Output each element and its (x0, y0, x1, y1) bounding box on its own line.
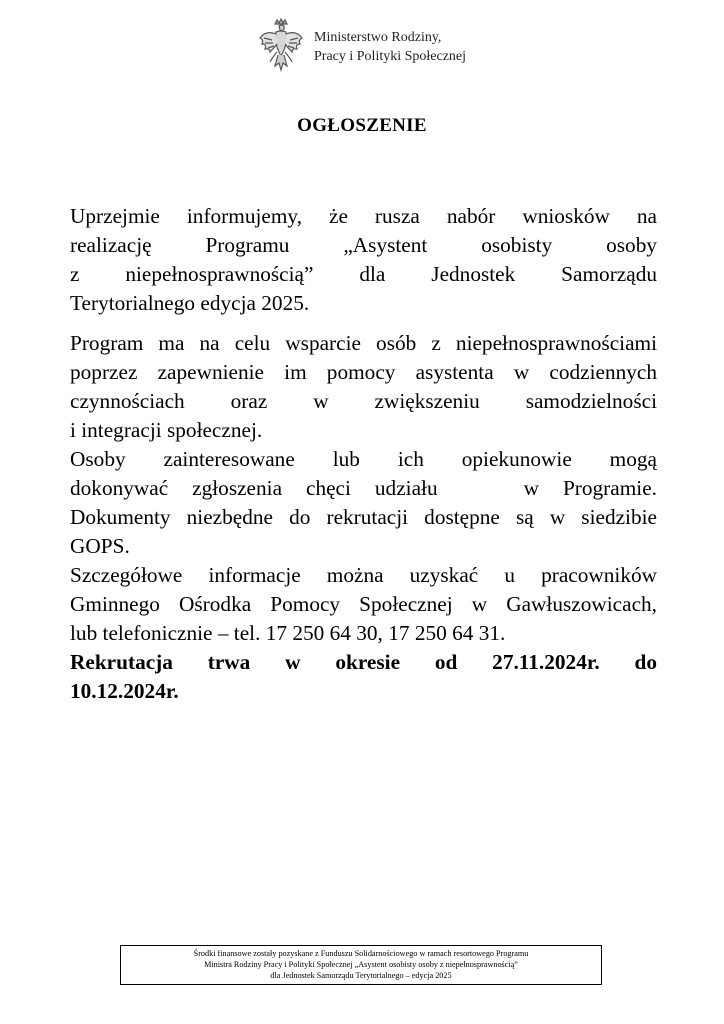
text-line: Osoby zainteresowane lub ich opiekunowie mogą (70, 447, 657, 471)
intro-paragraph (70, 202, 657, 318)
text-line (70, 474, 657, 503)
text-line-part: dokonywać zgłoszenia chęci udziału (70, 476, 438, 500)
announcement-title: OGŁOSZENIE (297, 115, 427, 136)
applicants-paragraph (70, 445, 657, 503)
footer-line: Środki finansowe zostały pozyskane z Funduszu Solidarnościowego w ramach resortowego Programu (193, 949, 529, 958)
program-goal-paragraph (70, 329, 657, 445)
footer-line: dla Jednostek Samorządu Terytorialnego – edycja 2025 (270, 971, 452, 980)
polish-eagle-emblem-icon (258, 18, 304, 76)
text-line: realizację Programu „Asystent osobisty osoby (70, 233, 657, 257)
ministry-name (314, 28, 466, 66)
recruitment-period-paragraph (70, 648, 657, 706)
text-line: 10.12.2024r. (70, 679, 179, 703)
text-line: Rekrutacja trwa w okresie od 27.11.2024r. do (70, 650, 657, 674)
text-line: Program ma na celu wsparcie osób z niepełnosprawnościami (70, 331, 657, 355)
text-line: Terytorialnego edycja 2025. (70, 291, 310, 315)
text-line: i integracji społecznej. (70, 418, 263, 442)
funding-footer-box (120, 945, 602, 985)
documents-paragraph (70, 503, 657, 561)
footer-line: Ministra Rodziny Pracy i Polityki Społecznej „Asystent osobisty osoby z niepełnosprawnością” (204, 960, 518, 969)
text-line: Uprzejmie informujemy, że rusza nabór wniosków na (70, 204, 657, 228)
ministry-name-line1: Ministerstwo Rodziny, (314, 30, 442, 45)
text-line: poprzez zapewnienie im pomocy asystenta w codziennych (70, 360, 657, 384)
ministry-name-line2: Pracy i Polityki Społecznej (314, 49, 467, 64)
ministry-header (258, 18, 466, 76)
text-line: Dokumenty niezbędne do rekrutacji dostępne są w siedzibie (70, 505, 657, 529)
text-line: lub telefonicznie – tel. 17 250 64 30, 17 250 64 31. (70, 621, 506, 645)
text-line: GOPS. (70, 534, 130, 558)
text-line: Szczegółowe informacje można uzyskać u pracowników (70, 563, 657, 587)
text-line-part: w Programie. (523, 476, 657, 500)
text-line: czynnościach oraz w zwiększeniu samodzielności (70, 389, 657, 413)
text-line: z niepełnosprawnością” dla Jednostek Samorządu (70, 262, 657, 286)
contact-paragraph (70, 561, 657, 648)
text-line: Gminnego Ośrodka Pomocy Społecznej w Gawłuszowicach, (70, 592, 657, 616)
announcement-body (70, 202, 657, 706)
